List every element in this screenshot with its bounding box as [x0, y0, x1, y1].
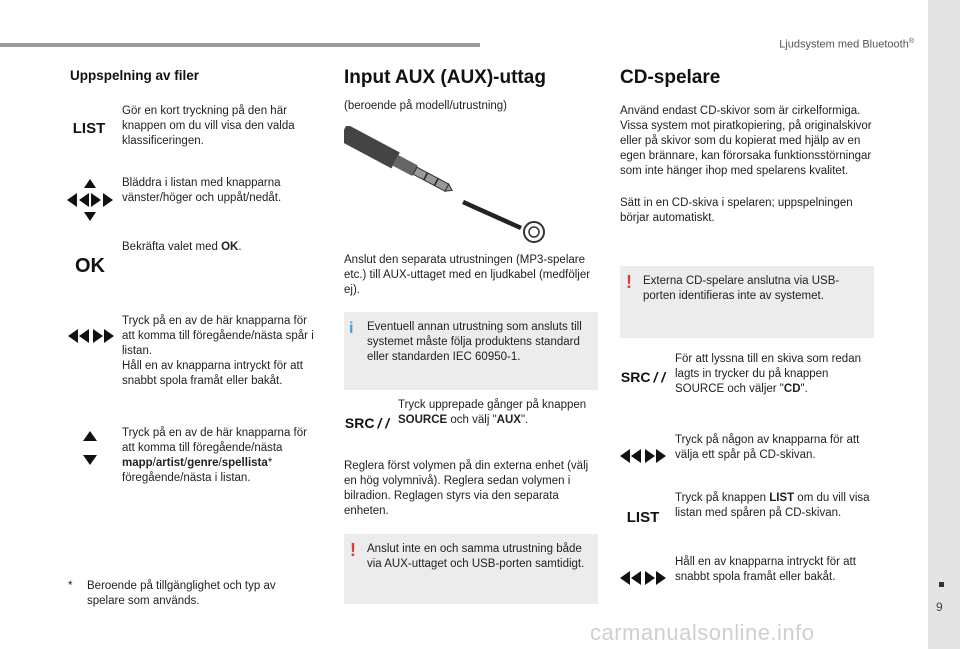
warning-icon: !: [350, 540, 356, 560]
section-heading-cd: CD-spelare: [620, 67, 721, 88]
source-button-icon: SRC / /: [344, 415, 390, 431]
aux-paragraph-2: Reglera först volymen på din externa enhet (välj en hög volymnivå). Reglera sedan volymen i bilradion. Reglagen styrs via den separata enheten.: [344, 460, 589, 517]
arrows-up-down-icon: [78, 430, 102, 466]
section-heading-aux: Input AUX (AUX)-uttag: [344, 67, 546, 88]
aux-paragraph-1: Anslut den separata utrustningen (MP3-spelare etc.) till AUX-uttaget med en ljudkabel (medföljer ej).: [344, 254, 591, 296]
list-button-icon: LIST: [72, 119, 106, 137]
arrows-left-right-icon: [620, 448, 666, 464]
cd-item-text: För att lyssna till en skiva som redan lagts in trycker du på knappen SOURCE och väljer "CD".: [675, 353, 861, 395]
cd-paragraph-2: Sätt in en CD-skiva i spelaren; uppspelningen börjar automatiskt.: [620, 197, 853, 224]
arrows-left-right-icon: [68, 328, 114, 344]
watermark: carmanualsonline.info: [590, 620, 815, 645]
list-button-icon: LIST: [626, 508, 660, 526]
item-text: Bläddra i listan med knapparna vänster/höger och uppåt/nedåt.: [122, 177, 282, 204]
arrows-left-right-icon: [620, 570, 666, 586]
ok-button-icon: OK: [75, 254, 105, 277]
item-text: Bekräfta valet med OK.: [122, 241, 242, 253]
running-header: Ljudsystem med Bluetooth®: [779, 38, 914, 51]
cd-item-text: Håll en av knapparna intryckt för att snabbt spola framåt eller bakåt.: [675, 556, 856, 583]
info-box: [344, 312, 598, 390]
page-sidebar: [928, 0, 960, 649]
page-number: 9: [936, 600, 943, 614]
item-text: Tryck på en av de här knapparna för att komma till föregående/nästa spår i listan. Håll en av knapparna intryckt för att snabbt spola framåt eller bakåt.: [122, 315, 314, 387]
item-text: Gör en kort tryckning på den här knappen om du vill visa den valda klassificeringen.: [122, 105, 295, 147]
cd-item-text: Tryck på knappen LIST om du vill visa listan med spåren på CD-skivan.: [675, 492, 870, 519]
warning-box: [620, 266, 874, 338]
warning-icon: !: [626, 272, 632, 292]
aux-subtitle: (beroende på modell/utrustning): [344, 100, 508, 112]
footnote-mark: *: [68, 580, 73, 592]
section-heading-playback: Uppspelning av filer: [70, 68, 200, 83]
info-icon: i: [349, 320, 354, 337]
warning-box-text: Anslut inte en och samma utrustning både via AUX-uttaget och USB-porten samtidigt.: [367, 543, 585, 570]
aux-cable-illustration: [344, 126, 554, 244]
warning-box-text: Externa CD-spelare anslutna via USB-porten identifieras inte av systemet.: [643, 275, 840, 302]
arrows-four-icon: [66, 178, 114, 222]
cd-item-text: Tryck på någon av knapparna för att välja ett spår på CD-skivan.: [675, 434, 860, 461]
aux-source-text: Tryck upprepade gånger på knappen SOURCE och välj "AUX".: [398, 399, 587, 426]
cd-paragraph-1: Använd endast CD-skivor som är cirkelformiga. Vissa system mot piratkopiering, på originalskivor eller på skivor som du kopierat med hjälp av en egen brännare, kan förorsaka funktionsstörningar som inte hänger ihop med spelarens kvalitet.: [620, 105, 872, 177]
footnote: Beroende på tillgänglighet och typ av spelare som används.: [87, 580, 276, 607]
info-box-text: Eventuell annan utrustning som ansluts till systemet måste följa produktens standard eller standarden IEC 60950-1.: [367, 321, 582, 363]
warning-box: [344, 534, 598, 604]
page-marker: [939, 582, 944, 587]
source-button-icon: SRC / /: [620, 369, 666, 385]
top-rule: [0, 43, 480, 47]
item-text: Tryck på en av de här knapparna för att komma till föregående/nästa mapp/artist/genre/spellista* föregående/nästa i listan.: [122, 427, 307, 484]
